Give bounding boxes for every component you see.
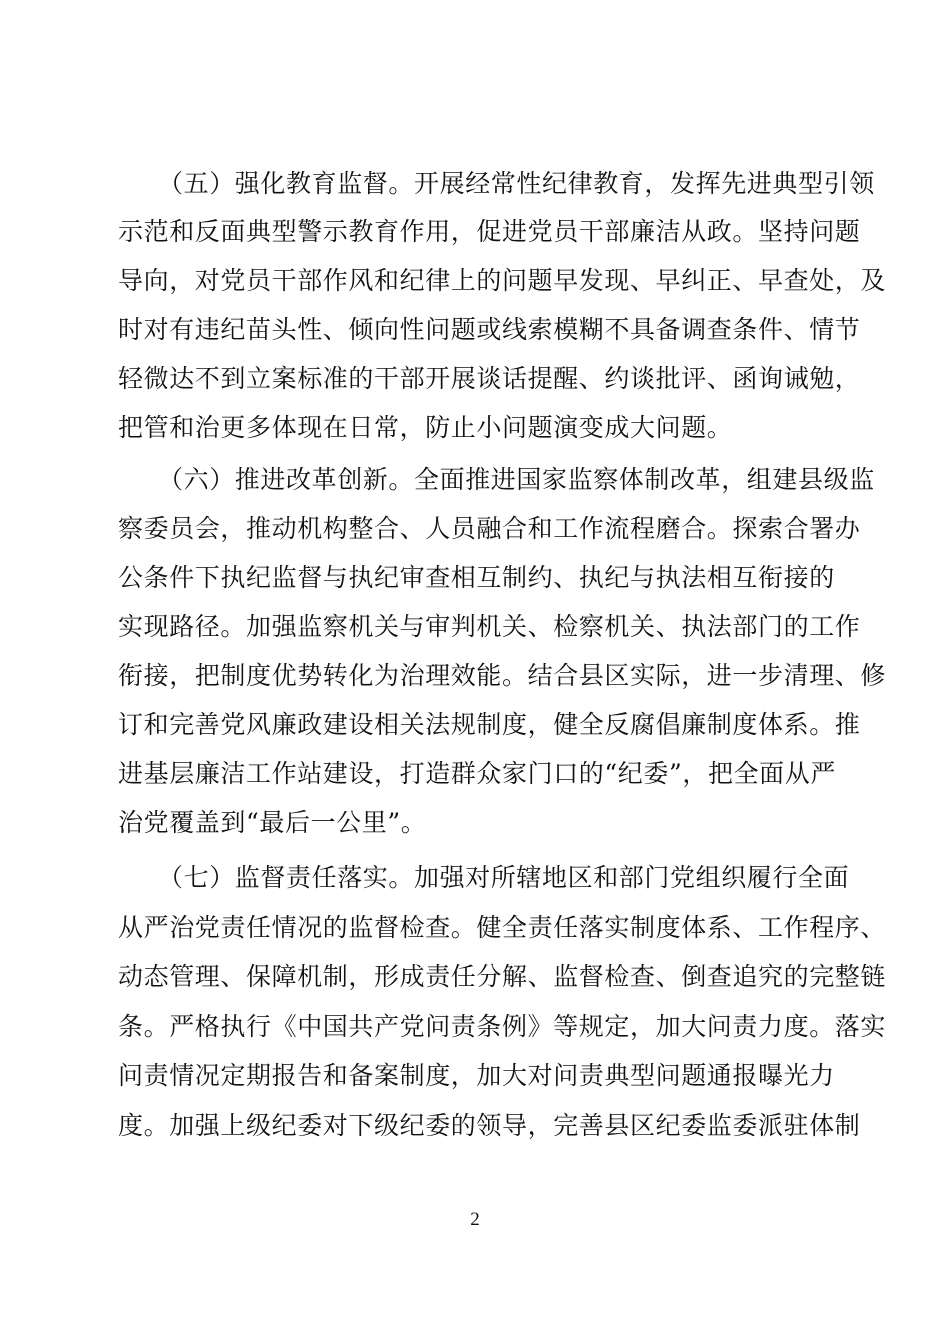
paragraph-6-line-7: 进基层廉洁工作站建设，打造群众家门口的“纪委”，把全面从严 (118, 759, 836, 788)
paragraph-6-line-5: 衔接，把制度优势转化为治理效能。结合县区实际，进一步清理、修 (118, 661, 887, 690)
paragraph-7-line-3: 动态管理、保障机制，形成责任分解、监督检查、倒查追究的完整链 (118, 962, 887, 991)
paragraph-6-line-2: 察委员会，推动机构整合、人员融合和工作流程磨合。探索合署办 (118, 514, 861, 543)
paragraph-6-line-3: 公条件下执纪监督与执纪审查相互制约、执纪与执法相互衔接的 (118, 563, 835, 592)
paragraph-6-line-4: 实现路径。加强监察机关与审判机关、检察机关、执法部门的工作 (118, 612, 861, 641)
page-number: 2 (470, 1209, 480, 1230)
paragraph-7-line-2: 从严治党责任情况的监督检查。健全责任落实制度体系、工作程序、 (118, 913, 887, 942)
paragraph-7-line-4: 条。严格执行《中国共产党问责条例》等规定，加大问责力度。落实 (118, 1012, 887, 1041)
paragraph-7-line-6: 度。加强上级纪委对下级纪委的领导，完善县区纪委监委派驻体制 (118, 1111, 861, 1140)
paragraph-5-line-3: 导向，对党员干部作风和纪律上的问题早发现、早纠正、早查处，及 (118, 266, 887, 295)
paragraph-7-line-1: （七）监督责任落实。加强对所辖地区和部门党组织履行全面 (158, 863, 850, 892)
paragraph-6-line-8: 治党覆盖到“最后一公里”。 (118, 808, 427, 837)
paragraph-5-line-4: 时对有违纪苗头性、倾向性问题或线索模糊不具备调查条件、情节 (118, 315, 861, 344)
paragraph-5-line-1: （五）强化教育监督。开展经常性纪律教育，发挥先进典型引领 (158, 169, 875, 198)
paragraph-5-line-6: 把管和治更多体现在日常，防止小问题演变成大问题。 (118, 413, 733, 442)
paragraph-5-line-2: 示范和反面典型警示教育作用，促进党员干部廉洁从政。坚持问题 (118, 217, 861, 246)
paragraph-6-line-6: 订和完善党风廉政建设相关法规制度，健全反腐倡廉制度体系。推 (118, 710, 861, 739)
paragraph-6-line-1: （六）推进改革创新。全面推进国家监察体制改革，组建县级监 (158, 465, 875, 494)
paragraph-7-line-5: 问责情况定期报告和备案制度，加大对问责典型问题通报曝光力 (118, 1061, 835, 1090)
paragraph-5-line-5: 轻微达不到立案标准的干部开展谈话提醒、约谈批评、函询诫勉， (118, 364, 861, 393)
